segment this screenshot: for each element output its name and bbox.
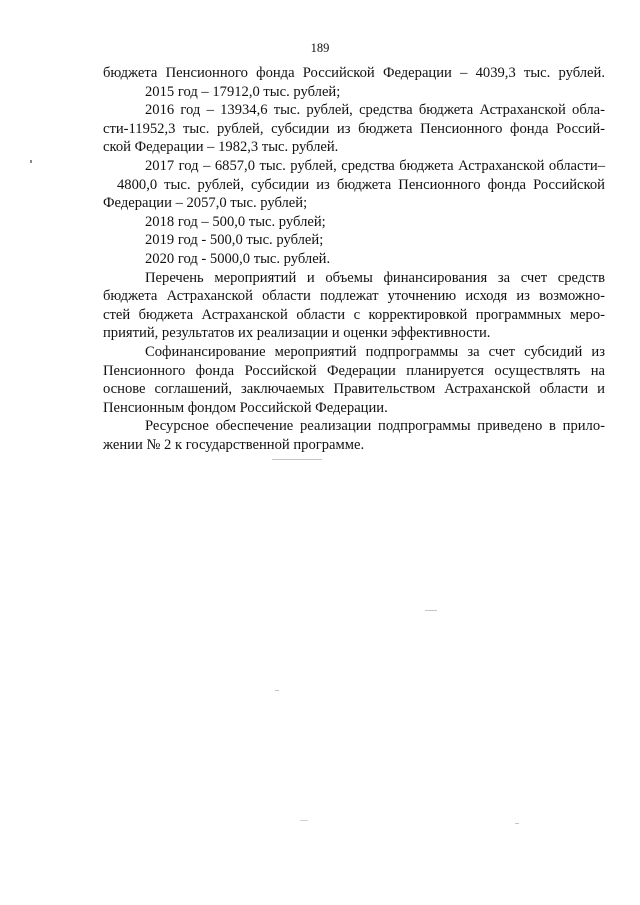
text-line: Пенсионного фонда Российской Федерации планируется осуществлять на <box>103 362 605 379</box>
text-line: 2020 год - 5000,0 тыс. рублей. <box>145 250 331 267</box>
text-line: 2017 год – 6857,0 тыс. рублей, средства бюджета Астраханской области– <box>145 157 605 174</box>
scan-speck <box>30 160 32 163</box>
text-line: Пенсионным фондом Российской Федерации. <box>103 399 388 416</box>
text-line: бюджета Астраханской области подлежат уточнению исходя из возможно- <box>103 288 605 305</box>
text-line: основе соглашений, заключаемых Правительством Астраханской области и <box>103 381 605 398</box>
text-line: 2015 год – 17912,0 тыс. рублей; <box>145 83 341 100</box>
scan-speck <box>275 690 279 691</box>
text-line: Софинансирование мероприятий подпрограммы за счет субсидий из <box>145 343 605 360</box>
text-line: ской Федерации – 1982,3 тыс. рублей. <box>103 139 339 156</box>
text-line: жении № 2 к государственной программе. <box>103 436 365 453</box>
text-line: бюджета Пенсионного фонда Российской Федерации – 4039,3 тыс. рублей. <box>103 65 605 81</box>
scan-speck <box>272 459 322 460</box>
text-line: 2016 год – 13934,6 тыс. рублей, средства бюджета Астраханской обла- <box>145 102 605 119</box>
scan-speck <box>515 823 519 824</box>
text-line: Ресурсное обеспечение реализации подпрограммы приведено в прило- <box>145 418 605 435</box>
text-line: Федерации – 2057,0 тыс. рублей; <box>103 195 308 212</box>
text-line: сти-11952,3 тыс. рублей, субсидии из бюджета Пенсионного фонда Россий- <box>103 120 605 137</box>
document-body <box>103 64 605 454</box>
scan-speck <box>425 610 437 611</box>
text-line: стей бюджета Астраханской области с корректировкой программных меро- <box>103 306 605 323</box>
text-line: 2019 год - 500,0 тыс. рублей; <box>145 232 324 249</box>
text-line: Перечень мероприятий и объемы финансирования за счет средств <box>145 269 605 286</box>
text-line: 2018 год – 500,0 тыс. рублей; <box>145 213 326 230</box>
text-line: приятий, результатов их реализации и оценки эффективности. <box>103 325 491 342</box>
page-number: 189 <box>310 41 330 55</box>
text-line: 4800,0 тыс. рублей, субсидии из бюджета Пенсионного фонда Российской <box>117 176 605 193</box>
scan-speck <box>300 820 308 821</box>
